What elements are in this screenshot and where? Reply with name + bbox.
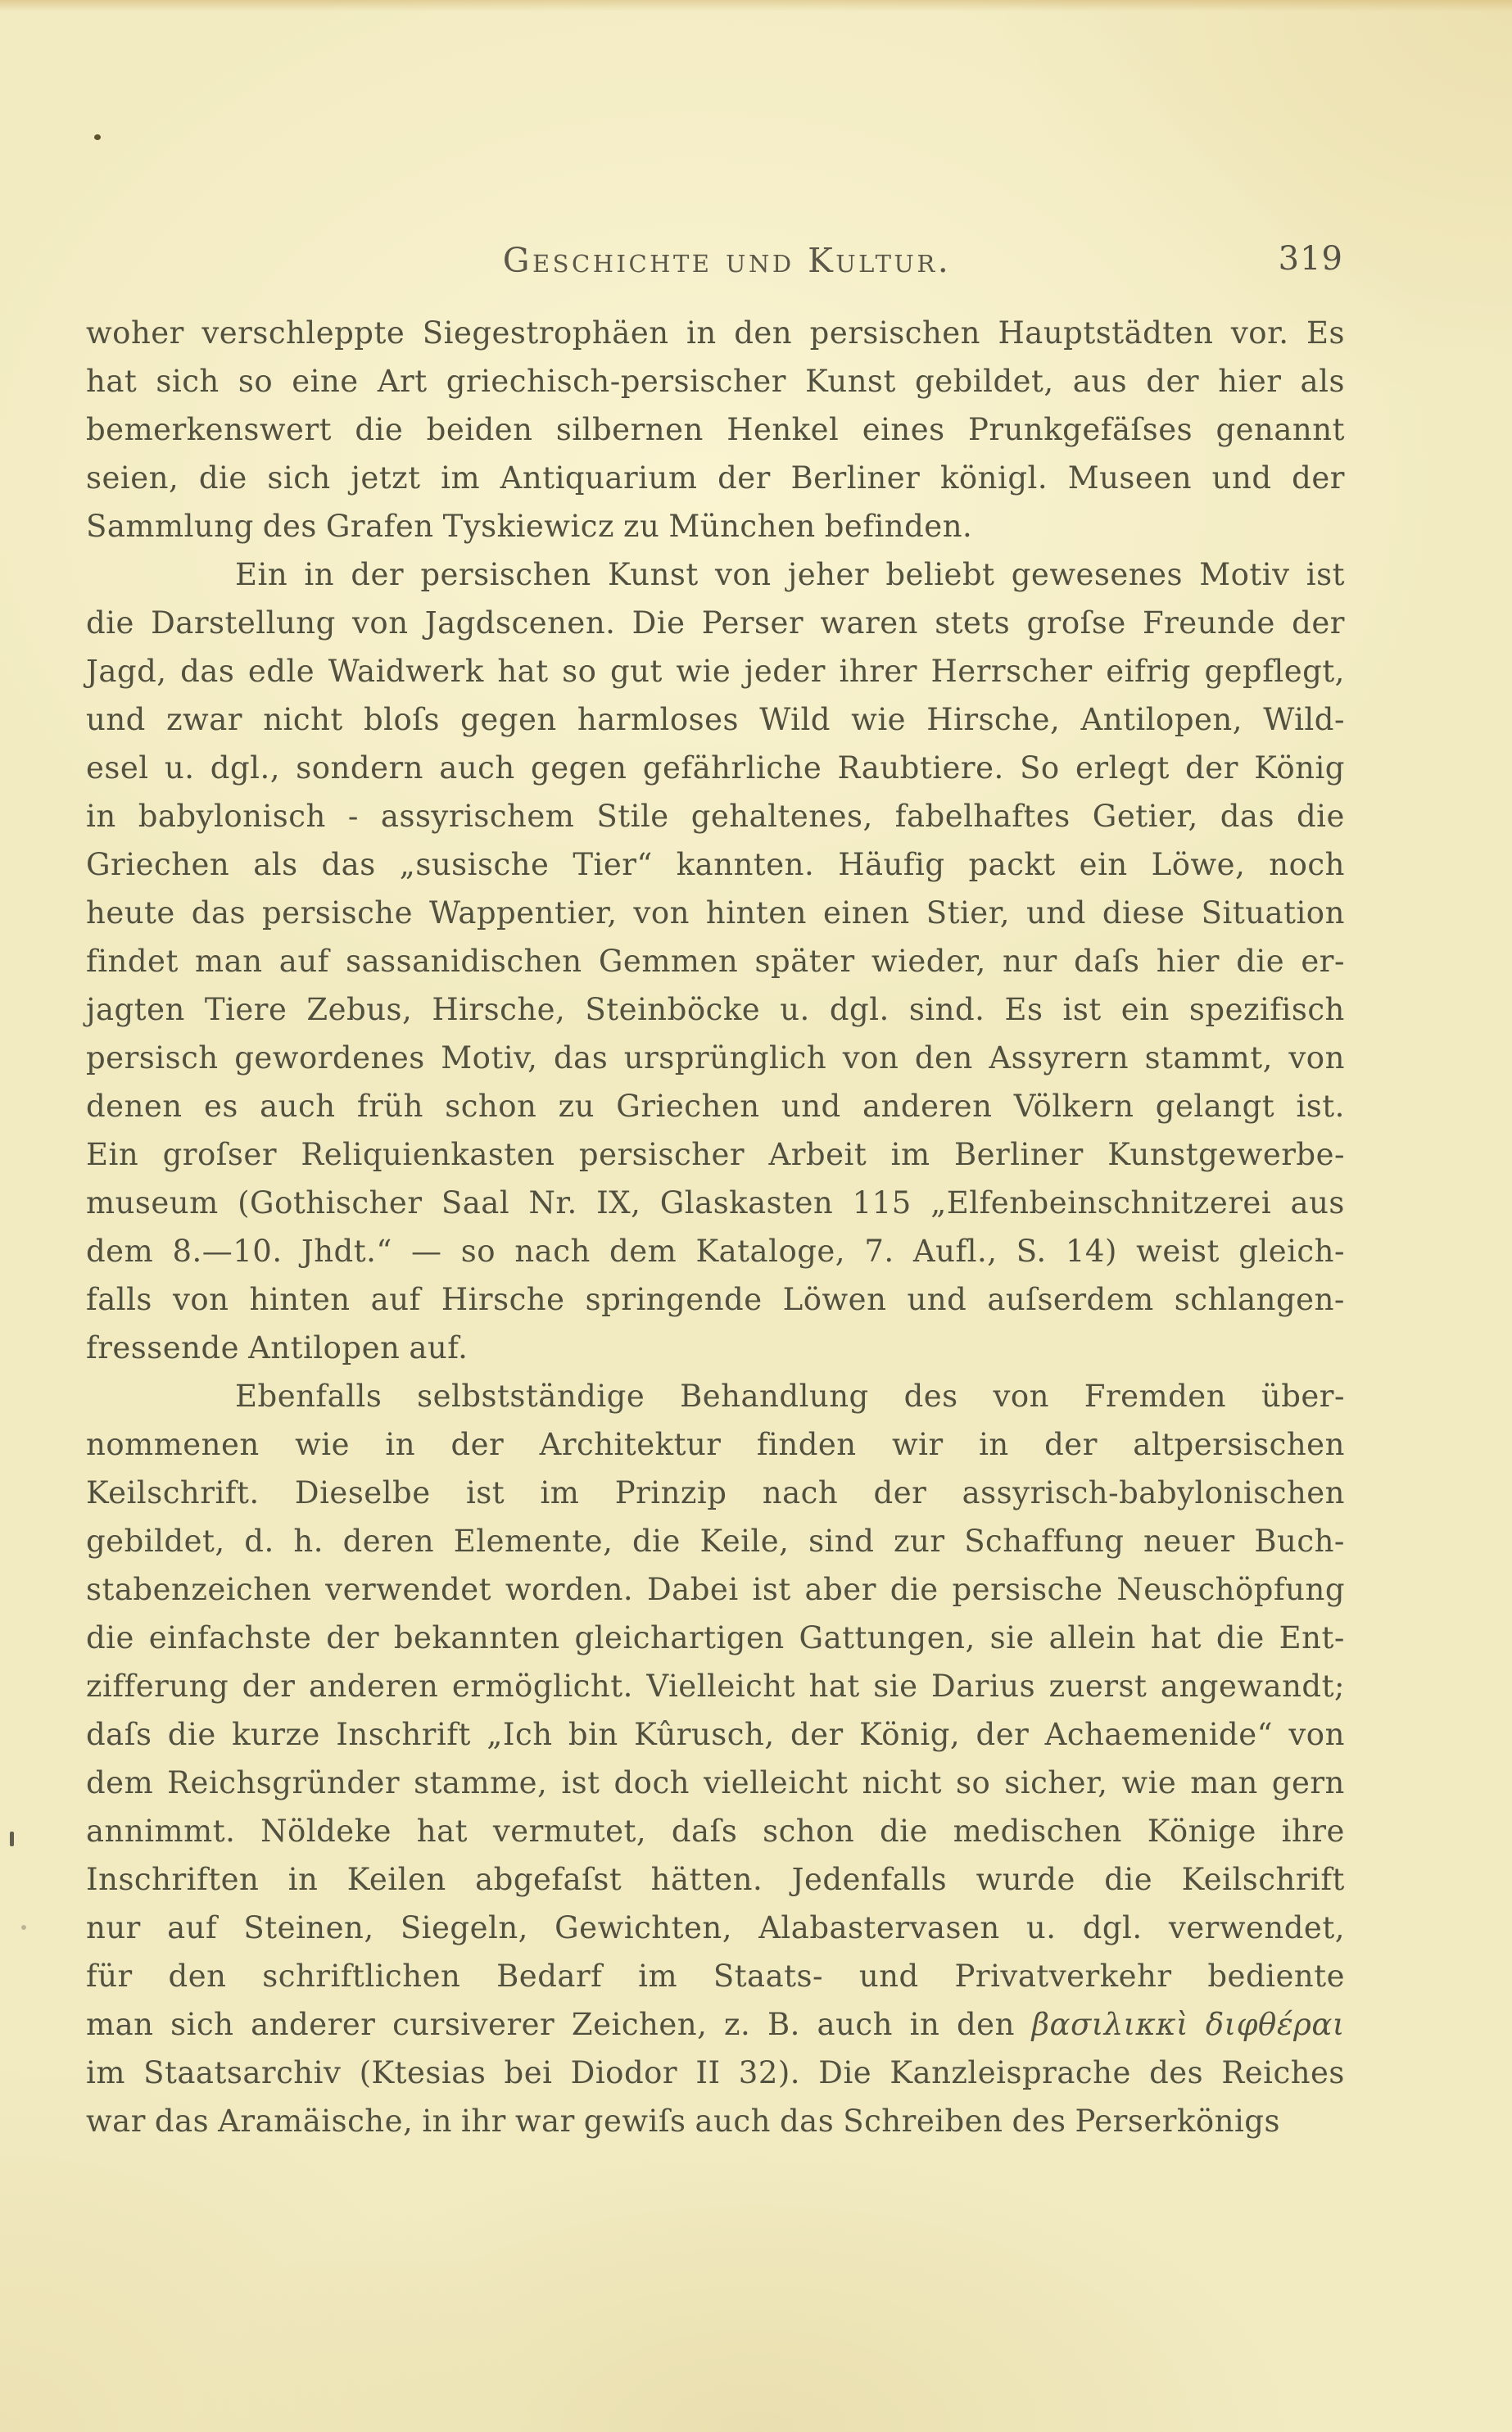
page-header	[86, 240, 1345, 280]
text-line: gebildet, d. h. deren Elemente, die Keile, sind zur Schaffung neuer Buch-	[86, 1524, 1345, 1559]
text-line: fressende Antilopen auf.	[86, 1330, 469, 1365]
text-line: Sammlung des Grafen Tyskiewicz zu München befinden.	[86, 509, 973, 544]
text-line: und zwar nicht bloſs gegen harmloses Wild wie Hirsche, Antilopen, Wild-	[86, 702, 1345, 737]
text-line: findet man auf sassanidischen Gemmen später wieder, nur daſs hier die er-	[86, 944, 1345, 979]
text-line: dem Reichsgründer stamme, ist doch vielleicht nicht so sicher, wie man gern	[86, 1765, 1345, 1800]
text-line: nur auf Steinen, Siegeln, Gewichten, Alabastervasen u. dgl. verwendet,	[86, 1910, 1345, 1945]
text-line: Griechen als das „susische Tier“ kannten. Häufig packt ein Löwe, noch	[86, 847, 1345, 882]
text-line: heute das persische Wappentier, von hinten einen Stier, und diese Situation	[86, 895, 1345, 931]
text-line: die einfachste der bekannten gleichartigen Gattungen, sie allein hat die Ent-	[86, 1620, 1345, 1655]
text-line: jagten Tiere Zebus, Hirsche, Steinböcke u. dgl. sind. Es ist ein spezifisch	[86, 992, 1345, 1027]
text-line: für den schriftlichen Bedarf im Staats- und Privatverkehr bediente	[86, 1959, 1345, 1994]
text-line: in babylonisch - assyrischem Stile gehaltenes, fabelhaftes Getier, das die	[86, 799, 1345, 834]
text-line: annimmt. Nöldeke hat vermutet, daſs schon die medischen Könige ihre	[86, 1814, 1345, 1849]
text-line: im Staatsarchiv (Ktesias bei Diodor II 32). Die Kanzleisprache des Reiches	[86, 2055, 1345, 2090]
text-line: stabenzeichen verwendet worden. Dabei ist aber die persische Neuschöpfung	[86, 1572, 1345, 1607]
text-line: Keilschrift. Dieselbe ist im Prinzip nach der assyrisch-babylonischen	[86, 1475, 1345, 1510]
text-line: daſs die kurze Inschrift „Ich bin Kûrusch, der König, der Achaemenide“ von	[86, 1717, 1345, 1752]
text-line: falls von hinten auf Hirsche springende Löwen und auſserdem schlangen-	[86, 1282, 1345, 1317]
ink-speck	[94, 134, 101, 140]
text-block	[86, 309, 1345, 2145]
text-line: museum (Gothischer Saal Nr. IX, Glaskasten 115 „Elfenbeinschnitzerei aus	[86, 1185, 1345, 1221]
margin-mark	[10, 1832, 14, 1846]
text-line: esel u. dgl., sondern auch gegen gefährliche Raubtiere. So erlegt der König	[86, 750, 1345, 786]
page-number: 319	[1278, 240, 1343, 278]
text-line: hat sich so eine Art griechisch-persischer Kunst gebildet, aus der hier als	[86, 364, 1345, 399]
text-line: bemerkenswert die beiden silbernen Henkel eines Prunkgefäſses genannt	[86, 412, 1345, 447]
text-line: woher verschleppte Siegestrophäen in den persischen Hauptstädten vor. Es	[86, 315, 1345, 351]
text-line: war das Aramäische, in ihr war gewiſs auch das Schreiben des Perserkönigs	[86, 2104, 1280, 2139]
text-line: zifferung der anderen ermöglicht. Vielleicht hat sie Darius zuerst angewandt;	[86, 1669, 1345, 1704]
ink-speck	[21, 1925, 26, 1930]
text-line: Ebenfalls selbstständige Behandlung des von Fremden über-	[235, 1379, 1345, 1414]
running-title: Geschichte und Kultur.	[502, 241, 952, 280]
text-line: Ein in der persischen Kunst von jeher beliebt gewesenes Motiv ist	[235, 557, 1345, 592]
text-line: nommenen wie in der Architektur finden wir in der altpersischen	[86, 1427, 1345, 1462]
text-line: denen es auch früh schon zu Griechen und anderen Völkern gelangt ist.	[86, 1089, 1345, 1124]
text-line: persisch gewordenes Motiv, das ursprünglich von den Assyrern stammt, von	[86, 1040, 1345, 1076]
text-line: Jagd, das edle Waidwerk hat so gut wie jeder ihrer Herrscher eifrig gepflegt,	[86, 654, 1345, 689]
text-line: dem 8.—10. Jhdt.“ — so nach dem Kataloge, 7. Aufl., S. 14) weist gleich-	[86, 1234, 1345, 1269]
text-line: Ein groſser Reliquienkasten persischer Arbeit im Berliner Kunstgewerbe-	[86, 1137, 1345, 1172]
text-line: Inschriften in Keilen abgefaſst hätten. Jedenfalls wurde die Keilschrift	[86, 1862, 1345, 1897]
text-line: die Darstellung von Jagdscenen. Die Perser waren stets groſse Freunde der	[86, 605, 1345, 641]
text-line: man sich anderer cursiverer Zeichen, z. B. auch in den βασιλικκὶ διφθέραι	[86, 2007, 1345, 2042]
text-line: seien, die sich jetzt im Antiquarium der Berliner königl. Museen und der	[86, 460, 1345, 496]
